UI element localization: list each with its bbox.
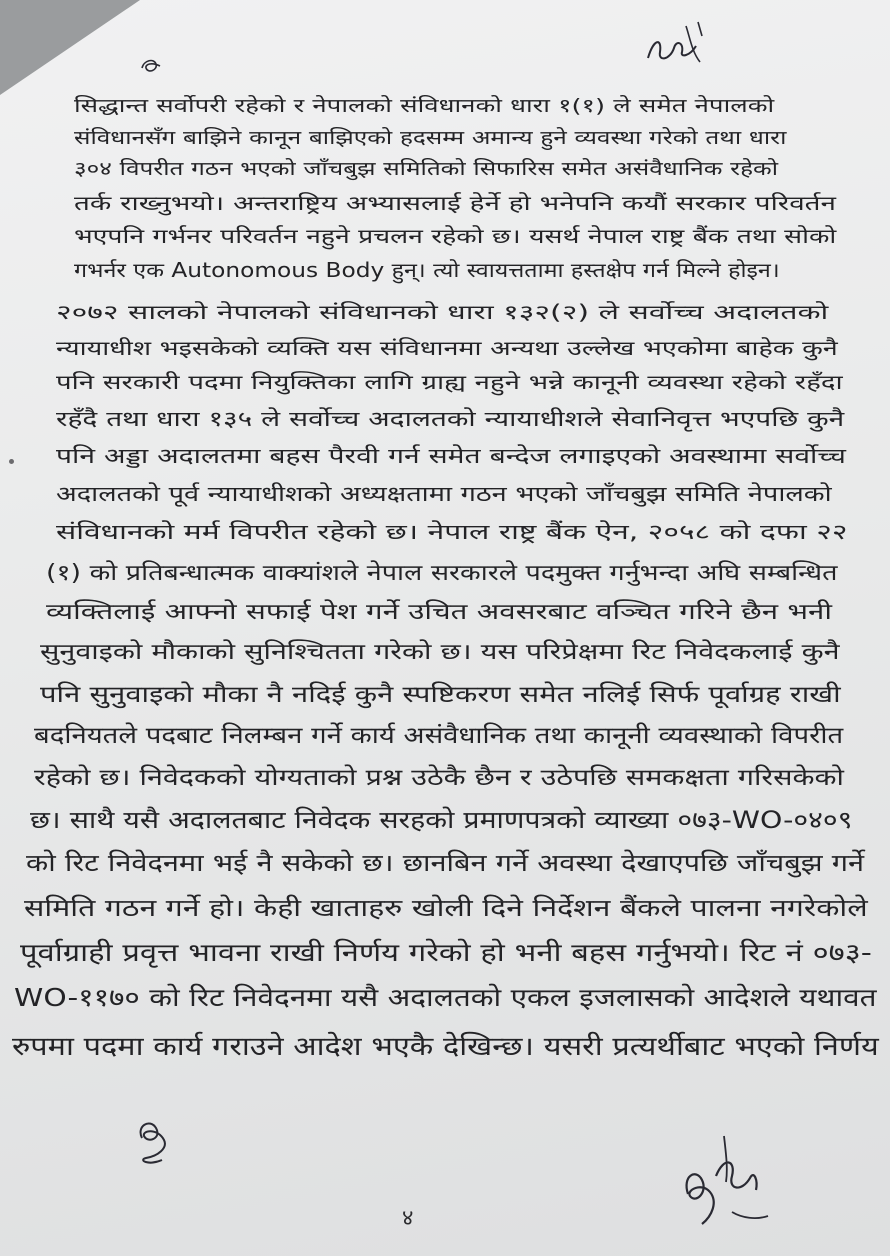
margin-mark	[9, 459, 14, 464]
signature-initial-icon	[128, 1108, 178, 1178]
text-line: रहेको छ। निवेदकको योग्यताको प्रश्न उठेकै छैन र उठेपछि समकक्षता गरिसकेको	[34, 765, 844, 791]
text-line: भएपनि गर्भनर परिवर्तन नहुने प्रचलन रहेको छ। यसर्थ नेपाल राष्ट्र बैंक तथा सोको	[74, 224, 837, 248]
text-line: समिति गठन गर्ने हो। केही खाताहरु खोली दिने निर्देशन बैंकले पालना नगरेकोले	[24, 894, 868, 922]
text-line: सुनुवाइको मौकाको सुनिश्चितता गरेको छ। यस परिप्रेक्षमा रिट निवेदकलाई कुनै	[40, 640, 840, 665]
text-line: को रिट निवेदनमा भई नै सकेको छ। छानबिन गर्ने अवस्था देखाएपछि जाँचबुझ गर्ने	[26, 849, 865, 877]
page-corner-shadow	[0, 0, 140, 95]
pen-mark-icon	[138, 54, 164, 80]
text-line: रहँदै तथा धारा १३५ ले सर्वोच्च अदालतको न्यायाधीशले सेवानिवृत्त भएपछि कुनै	[56, 407, 845, 431]
text-line: रुपमा पदमा कार्य गराउने आदेश भएकै देखिन्छ। यसरी प्रत्यर्थीबाट भएको निर्णय	[12, 1032, 879, 1062]
text-line: पनि सुनुवाइको मौका नै नदिई कुनै स्पष्टिकरण समेत नलिई सिर्फ पूर्वाग्रह राखी	[40, 682, 841, 708]
text-line: व्यक्तिलाई आफ्नो सफाई पेश गर्ने उचित अवसरबाट वञ्चित गरिने छैन भनी	[46, 600, 833, 625]
text-line: सिद्धान्त सर्वोपरी रहेको र नेपालको संविधानको धारा १(१) ले समेत नेपालको	[74, 95, 775, 117]
text-line: अदालतको पूर्व न्यायाधीशको अध्यक्षतामा गठन भएको जाँचबुझ समिति नेपालको	[56, 482, 832, 506]
text-line: बदनियतले पदबाट निलम्बन गर्ने कार्य असंवैधानिक तथा कानूनी व्यवस्थाको विपरीत	[34, 723, 844, 749]
text-line: WO-११७० को रिट निवेदनमा यसै अदालतको एकल इजलासको आदेशले यथावत	[14, 983, 877, 1012]
text-line: पनि अड्डा अदालतमा बहस पैरवी गर्न समेत बन्देज लगाइएको अवस्थामा सर्वोच्च	[56, 444, 846, 468]
text-line: पूर्वाग्राही प्रवृत्त भावना राखी निर्णय गरेको हो भनी बहस गर्नुभयो। रिट नं ०७३-	[20, 938, 872, 967]
signature-icon	[672, 1120, 772, 1240]
text-line: २०७२ सालको नेपालको संविधानको धारा १३२(२) ले सर्वोच्च अदालतको	[56, 300, 829, 324]
signature-initial-icon	[640, 18, 710, 78]
text-line: (१) को प्रतिबन्धात्मक वाक्यांशले नेपाल सरकारले पदमुक्त गर्नुभन्दा अघि सम्बन्धित	[46, 561, 838, 586]
page-number: ४	[402, 1206, 414, 1231]
text-line: संविधानसँग बाझिने कानून बाझिएको हदसम्म अमान्य हुने व्यवस्था गरेको तथा धारा	[74, 127, 787, 149]
text-line: छ। साथै यसै अदालतबाट निवेदक सरहको प्रमाणपत्रको व्याख्या ०७३-WO-०४०९	[30, 806, 853, 834]
text-line: गभर्नर एक Autonomous Body हुन्। त्यो स्वायत्ततामा हस्तक्षेप गर्न मिल्ने होइन।	[74, 258, 780, 282]
text-line: ३०४ विपरीत गठन भएको जाँचबुझ समितिको सिफारिस समेत असंवैधानिक रहेको	[74, 158, 779, 180]
text-line: तर्क राख्नुभयो। अन्तराष्ट्रिय अभ्यासलाई हेर्ने हो भनेपनि कयौं सरकार परिवर्तन	[74, 191, 837, 215]
text-line: पनि सरकारी पदमा नियुक्तिका लागि ग्राह्य नहुने भन्ने कानूनी व्यवस्था रहेको रहँदा	[56, 370, 843, 394]
text-line: न्यायाधीश भइसकेको व्यक्ति यस संविधानमा अन्यथा उल्लेख भएकोमा बाहेक कुनै	[56, 336, 838, 360]
text-line: संविधानको मर्म विपरीत रहेको छ। नेपाल राष्ट्र बैंक ऐन, २०५८ को दफा २२	[56, 520, 848, 544]
